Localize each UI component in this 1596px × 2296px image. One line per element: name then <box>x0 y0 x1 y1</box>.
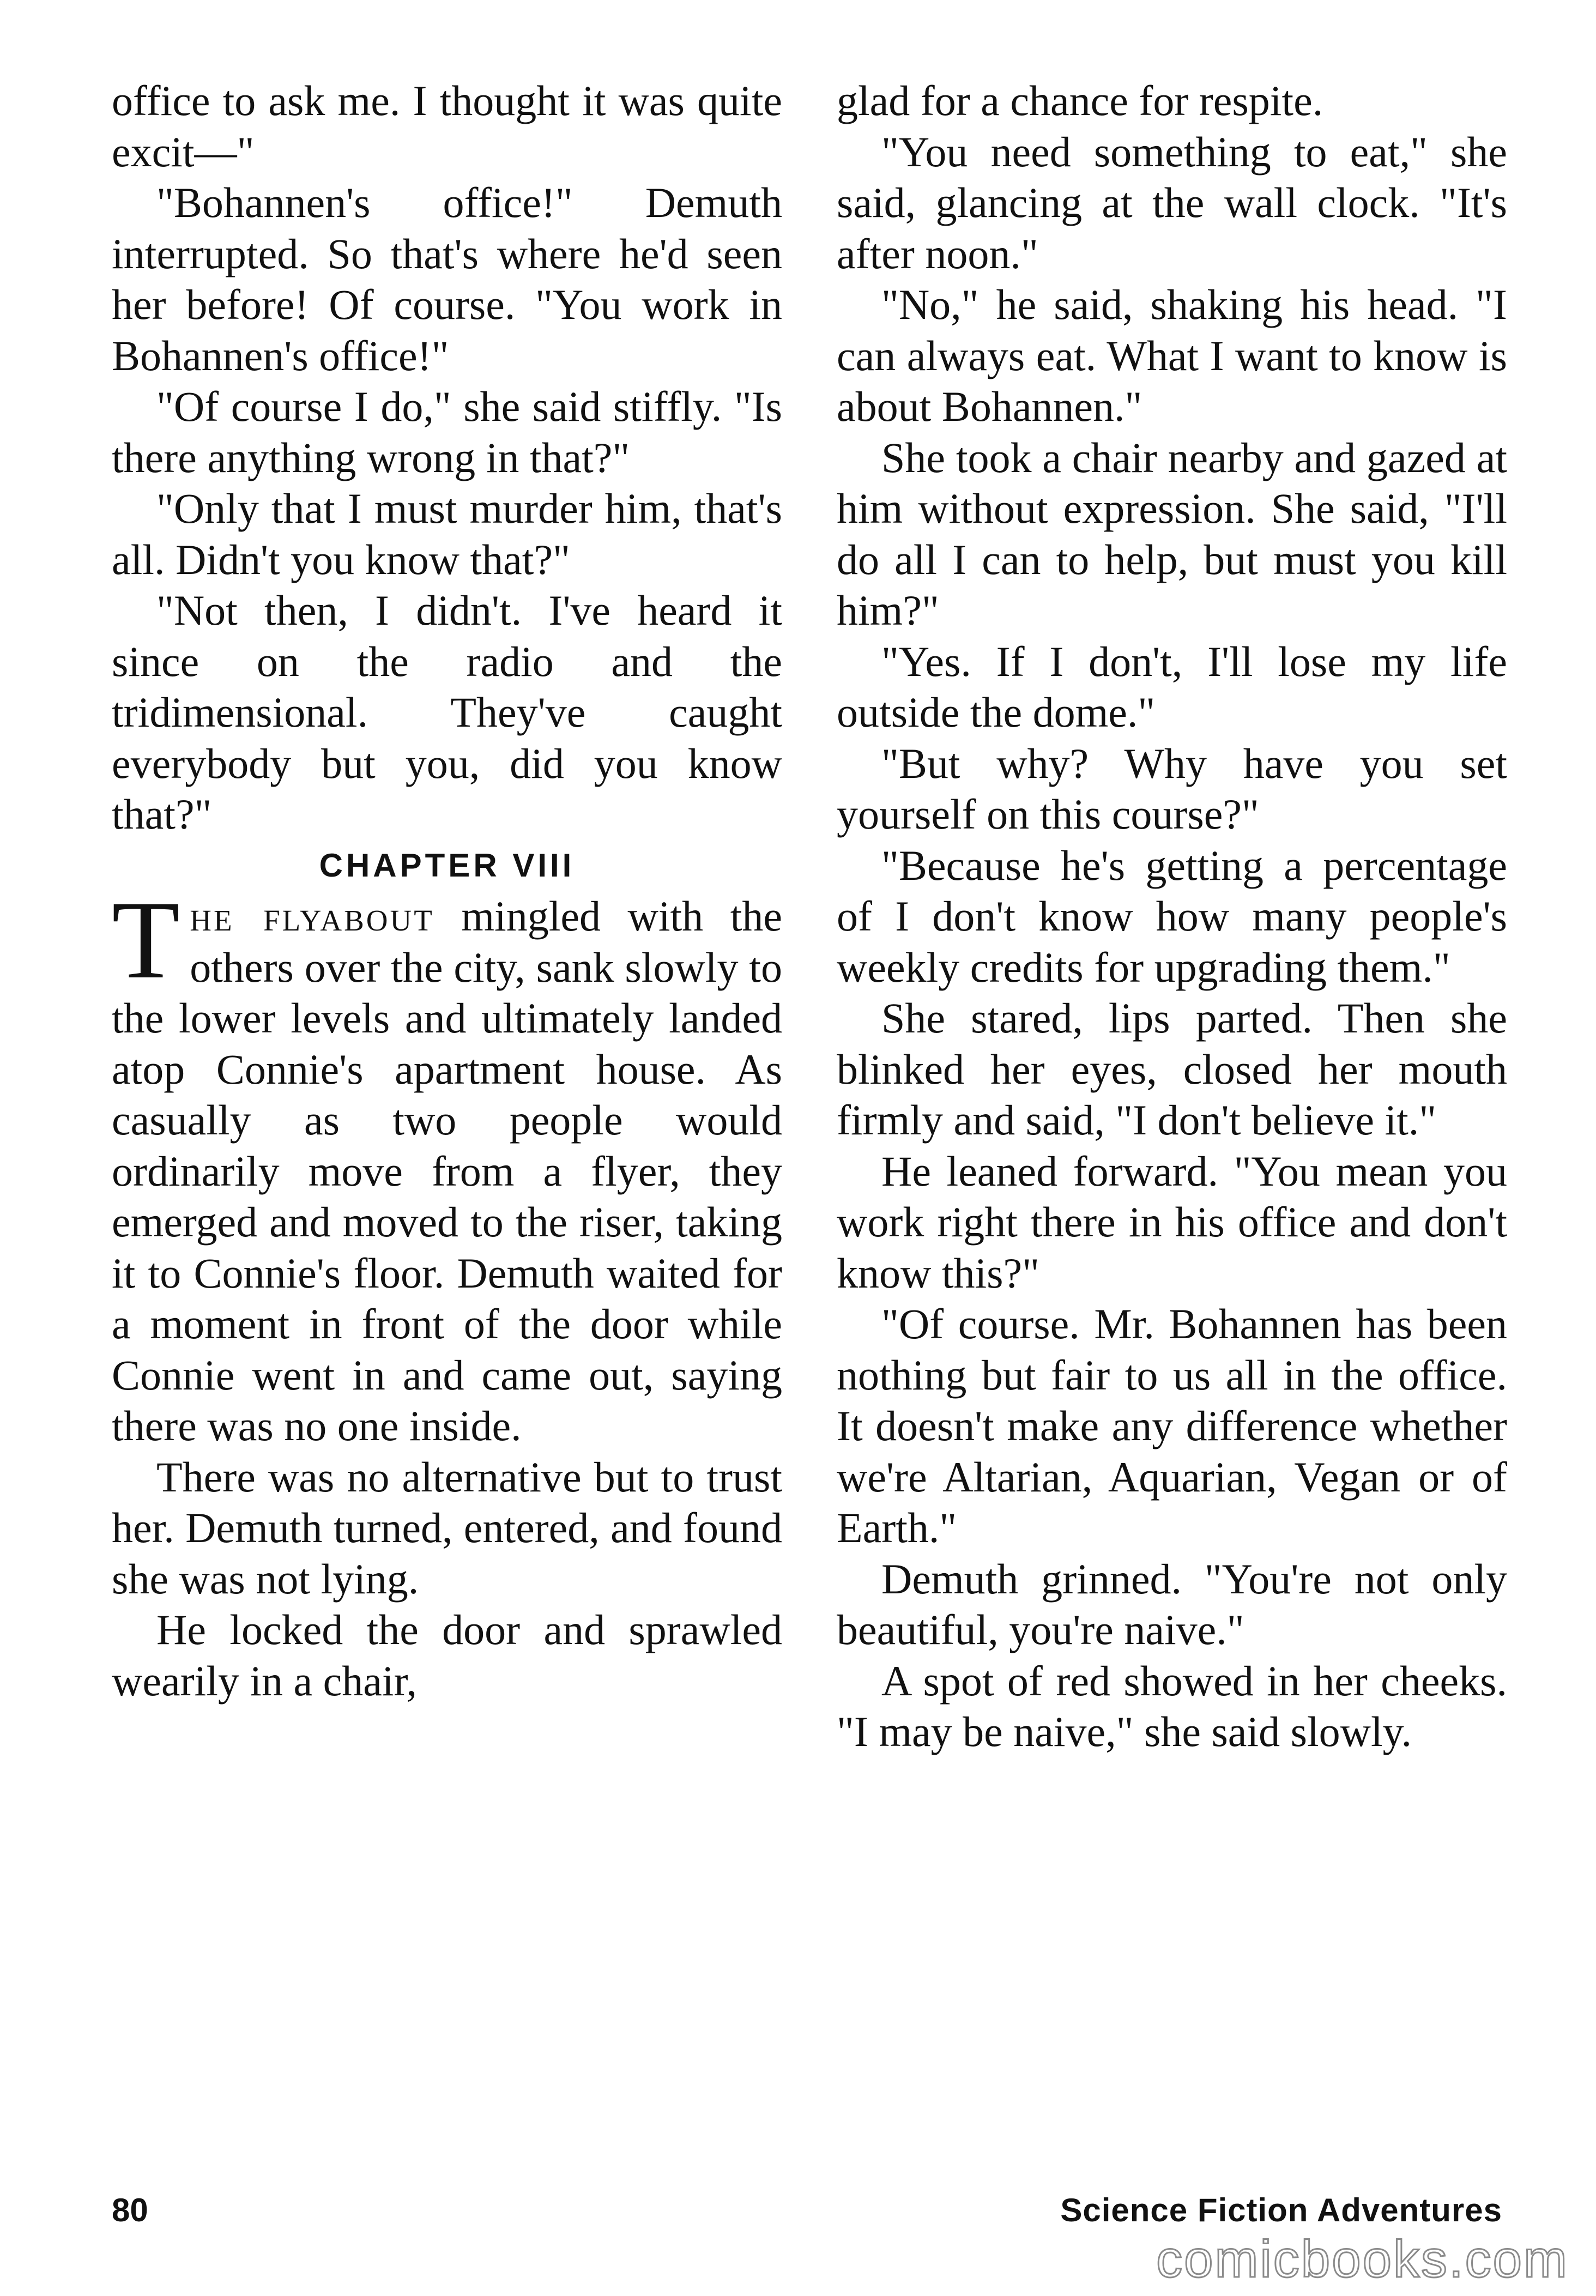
paragraph: office to ask me. I thought it was quite excit—" <box>112 77 782 176</box>
paragraph: She stared, lips parted. Then she blinked her eyes, closed her mouth firmly and said, "I don't believe it." <box>837 994 1507 1144</box>
paragraph: "Not then, I didn't. I've heard it since on the radio and the tridimensional. They've caught everybody but you, did you know that?" <box>112 587 782 838</box>
running-title: Science Fiction Adventures <box>1060 2192 1502 2228</box>
right-column <box>837 75 1507 1757</box>
paragraph-text: mingled with the others over the city, sank slowly to the lower levels and ultimately landed atop Connie's apartment house. As casually as two people would ordinarily move from a flyer, they emerged and moved to the riser, taking it to Connie's floor. Demuth waited for a moment in front of the door while Connie went in and came out, saying there was no one inside. <box>112 892 782 1449</box>
watermark: comicbooks.com <box>1156 2230 1569 2288</box>
paragraph: "But why? Why have you set yourself on this course?" <box>837 739 1507 838</box>
paragraph: "You need something to eat," she said, glancing at the wall clock. "It's after noon." <box>837 128 1507 277</box>
paragraph: He leaned forward. "You mean you work right there in his office and don't know this?" <box>837 1147 1507 1297</box>
drop-cap: T <box>112 878 180 1002</box>
paragraph: "Bohannen's office!" Demuth interrupted. So that's where he'd seen her before! Of course. "You work in Bohannen's office!" <box>112 179 782 379</box>
paragraph: "Only that I must murder him, that's all. Didn't you know that?" <box>112 485 782 583</box>
paragraph: There was no alternative but to trust her. Demuth turned, entered, and found she was not lying. <box>112 1453 782 1603</box>
paragraph: She took a chair nearby and gazed at him without expression. She said, "I'll do all I can to help, but must you kill him?" <box>837 433 1507 634</box>
chapter-heading: CHAPTER VIII <box>319 847 575 884</box>
paragraph: glad for a chance for respite. <box>837 77 1323 124</box>
paragraph: "No," he said, shaking his head. "I can always eat. What I want to know is about Bohannen." <box>837 281 1507 430</box>
paragraph: "Of course I do," she said stiffly. "Is there anything wrong in that?" <box>112 383 782 481</box>
chapter-opening-paragraph <box>112 878 782 1452</box>
page-number: 80 <box>112 2192 148 2228</box>
paragraph: A spot of red showed in her cheeks. "I may be naive," she said slowly. <box>837 1657 1507 1755</box>
paragraph: He locked the door and sprawled wearily in a chair, <box>112 1606 782 1705</box>
paragraph: Demuth grinned. "You're not only beautiful, you're naive." <box>837 1555 1507 1653</box>
left-column <box>112 75 782 1706</box>
paragraph: "Of course. Mr. Bohannen has been nothing but fair to us all in the office. It doesn't make any difference whether we're Altarian, Aquarian, Vegan or of Earth." <box>837 1300 1507 1551</box>
paragraph: "Because he's getting a percentage of I don't know how many people's weekly credits for upgrading them." <box>837 841 1507 991</box>
small-caps-lead: he flyabout <box>190 892 434 940</box>
paragraph: "Yes. If I don't, I'll lose my life outside the dome." <box>837 637 1507 736</box>
